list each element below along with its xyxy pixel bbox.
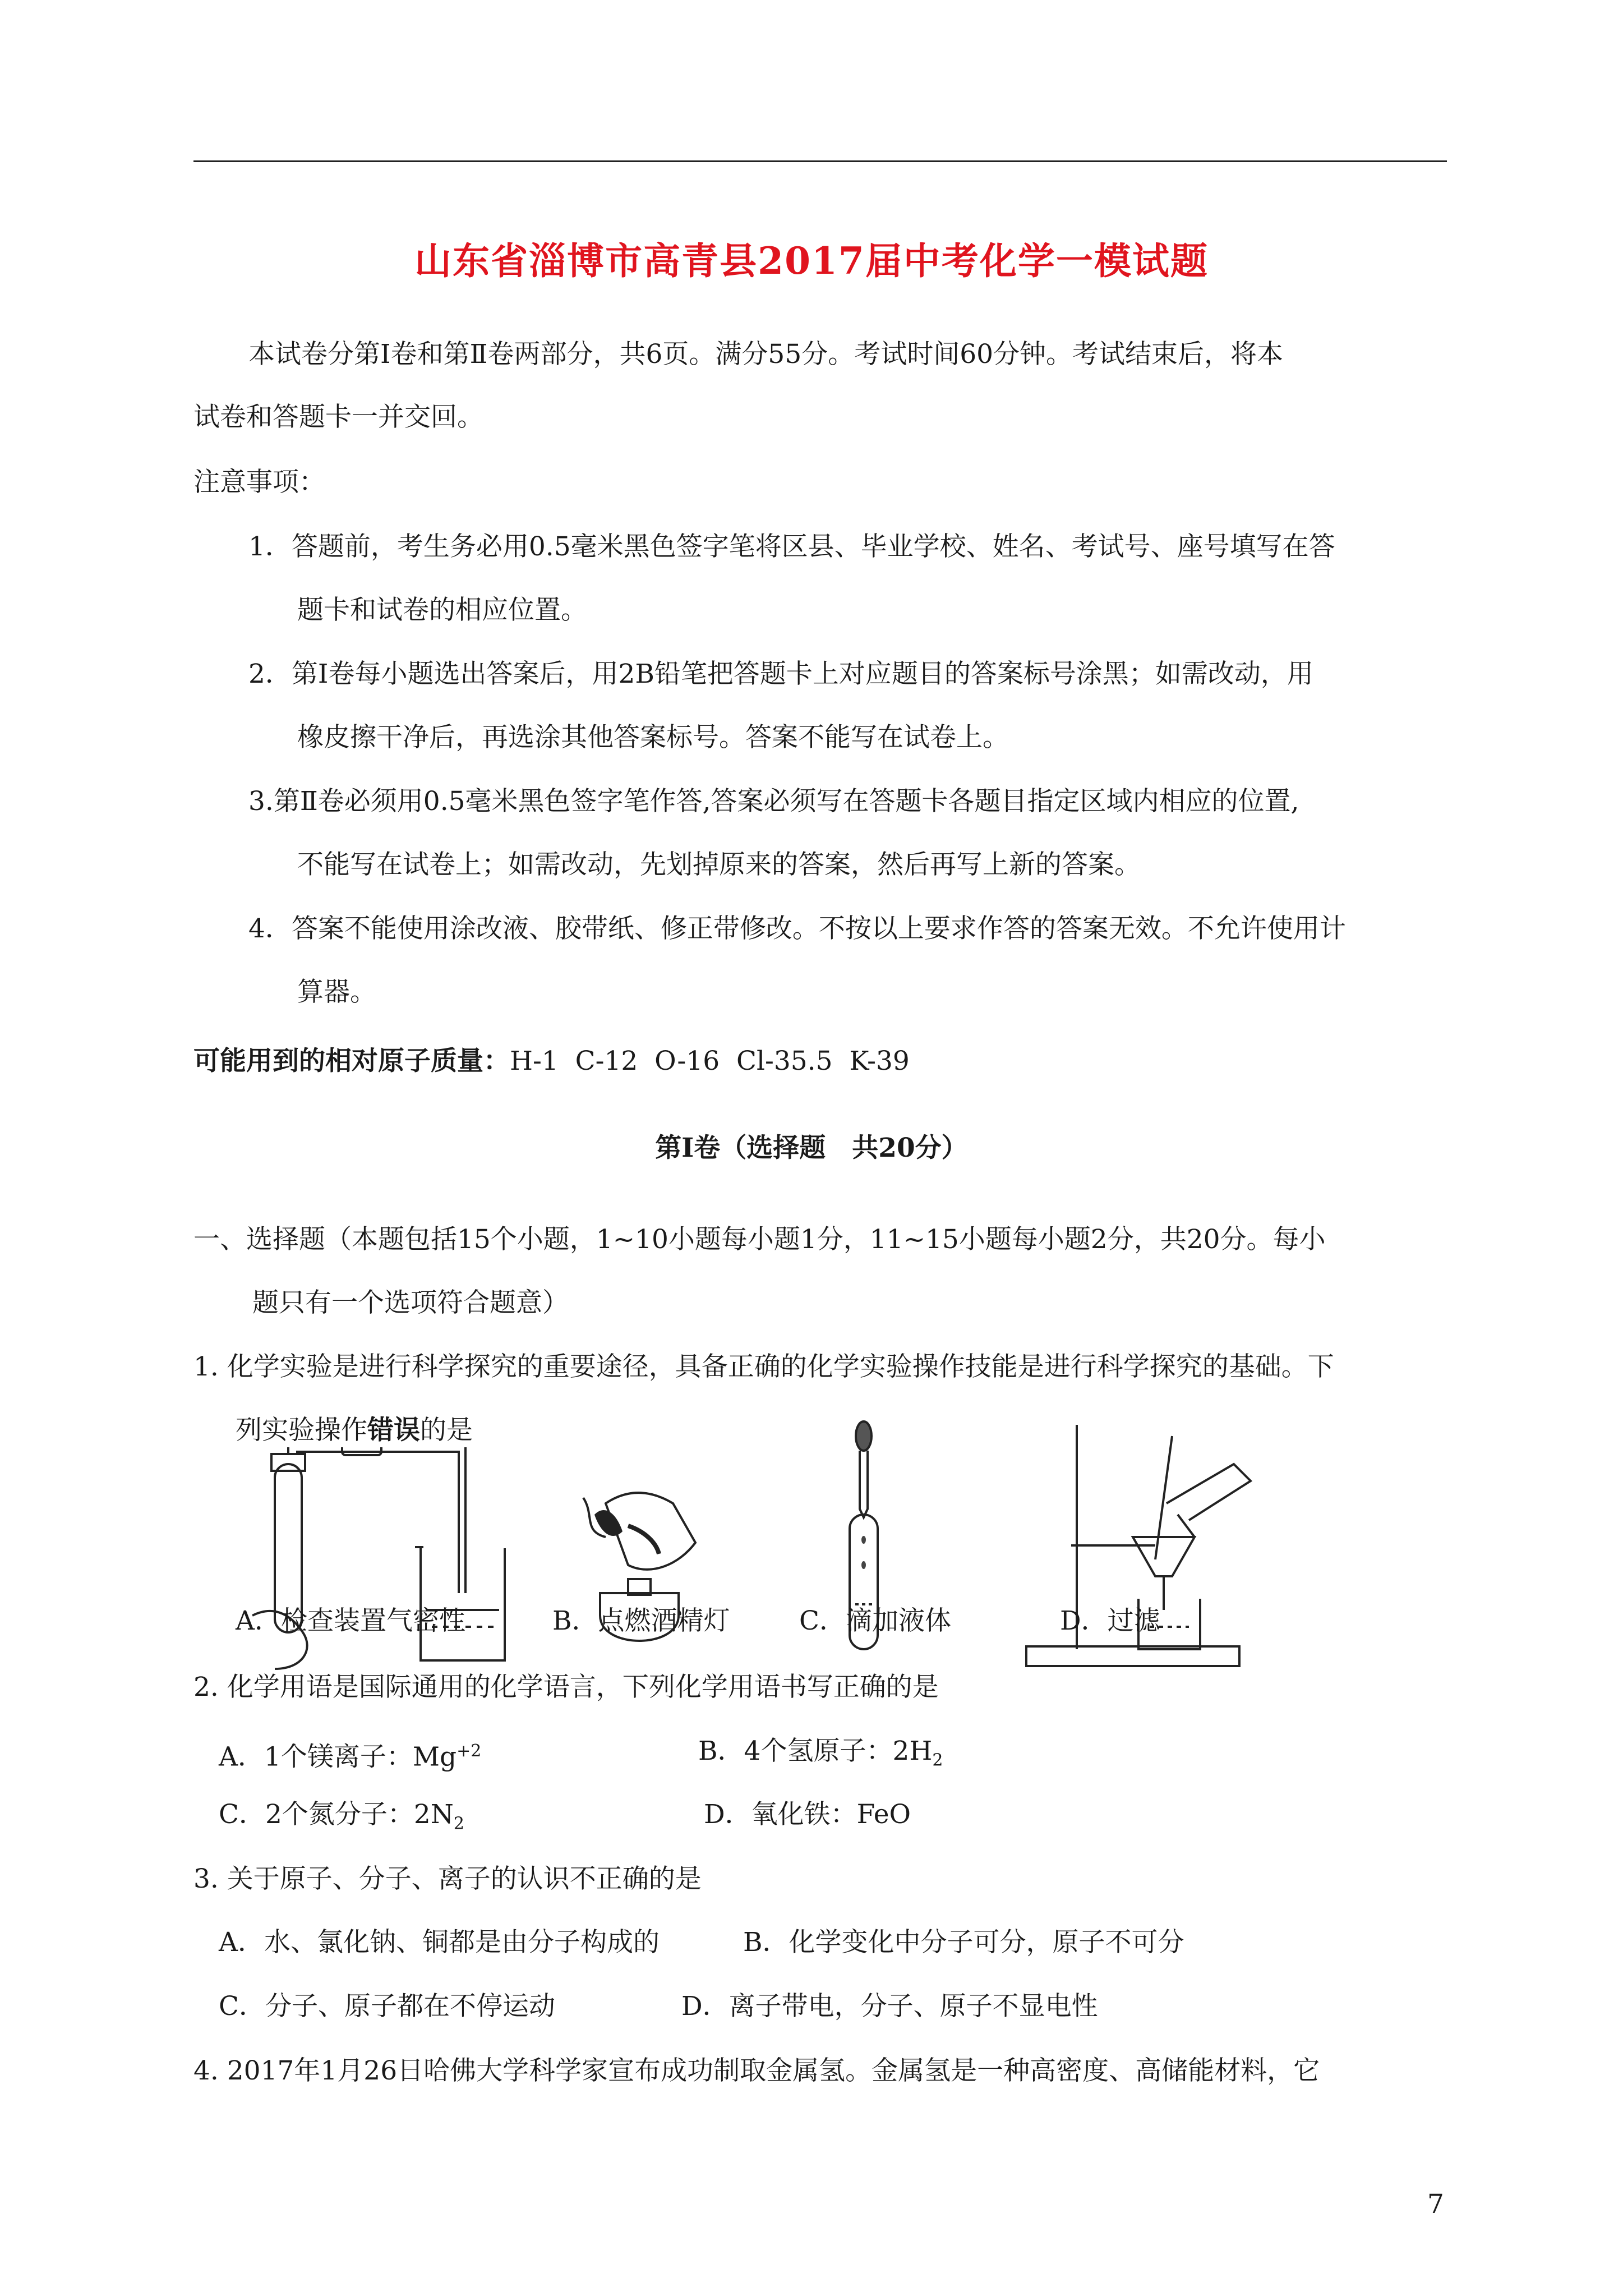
notice-item-2-line-1: 2．第Ⅰ卷每小题选出答案后，用2B铅笔把答题卡上对应题目的答案标号涂黑；如需改动，用 — [248, 659, 1313, 689]
notice-item-4-line-2: 算器。 — [297, 977, 376, 1007]
notice-item-2-line-2: 橡皮擦干净后，再选涂其他答案标号。答案不能写在试卷上。 — [297, 722, 1009, 753]
figure-alcohol-lamp — [561, 1481, 729, 1672]
question-2-option-d: D．氧化铁：FeO — [704, 1799, 911, 1830]
question-3-option-a: A．水、氯化钠、铜都是由分子构成的 — [219, 1927, 660, 1958]
section-1-desc-line-1: 一、选择题（本题包括15个小题，1~10小题每小题1分，11~15小题每小题2分，共20分。每小 — [193, 1224, 1326, 1255]
atomic-mass-row — [193, 1045, 910, 1078]
header-rule — [193, 160, 1447, 162]
question-2-option-a-text: A．1个镁离子：Mg — [219, 1741, 457, 1773]
question-1-line-1: 1. 化学实验是进行科学探究的重要途径，具备正确的化学实验操作技能是进行科学探究的基础。下 — [193, 1351, 1334, 1382]
question-1-option-d: D．过滤 — [1060, 1605, 1160, 1636]
question-2-option-b-text: B．4个氢原子：2H — [698, 1736, 933, 1766]
section-1-desc-line-2: 题只有一个选项符合题意） — [252, 1287, 569, 1318]
question-2-option-b — [698, 1734, 943, 1777]
question-3-stem: 3. 关于原子、分子、离子的认识不正确的是 — [193, 1864, 702, 1894]
question-3-option-d: D．离子带电，分子、原子不显电性 — [681, 1991, 1098, 2022]
question-1-line-2 — [236, 1414, 473, 1447]
notice-item-3-line-1: 3.第Ⅱ卷必须用0.5毫米黑色签字笔作答,答案必须写在答题卡各题目指定区域内相应的位置, — [248, 786, 1299, 817]
question-4-stem: 4. 2017年1月26日哈佛大学科学家宣布成功制取金属氢。金属氢是一种高密度、高储能材料，它 — [193, 2055, 1320, 2086]
page-title: 山东省淄博市高青县2017届中考化学一模试题 — [414, 239, 1209, 283]
question-2-option-c-subscript: 2 — [453, 1814, 464, 1834]
question-1-option-a: A．检查装置气密性 — [236, 1605, 465, 1636]
question-1-option-b: B．点燃酒精灯 — [552, 1605, 730, 1636]
atomic-mass-values: H-1 C-12 O-16 Cl-35.5 K-39 — [510, 1046, 910, 1076]
intro-line-2: 试卷和答题卡一并交回。 — [193, 402, 483, 432]
question-1-text-end: 的是 — [420, 1415, 473, 1446]
question-1-text: 列实验操作 — [236, 1415, 367, 1446]
question-2-option-c-text: C．2个氮分子：2N — [219, 1799, 454, 1830]
question-2-stem: 2. 化学用语是国际通用的化学语言，下列化学用语书写正确的是 — [193, 1672, 939, 1703]
question-1-option-c: C．滴加液体 — [799, 1605, 951, 1636]
atomic-mass-label: 可能用到的相对原子质量： — [193, 1046, 510, 1076]
question-3-option-b: B．化学变化中分子可分，原子不可分 — [743, 1927, 1184, 1958]
intro-line-1: 本试卷分第Ⅰ卷和第Ⅱ卷两部分，共6页。满分55分。考试时间60分钟。考试结束后，将本 — [248, 339, 1284, 370]
question-2-option-b-subscript: 2 — [932, 1750, 943, 1770]
notice-item-1-line-2: 题卡和试卷的相应位置。 — [297, 595, 587, 625]
question-2-option-a — [219, 1734, 481, 1774]
notice-item-1-line-1: 1．答题前，考生务必用0.5毫米黑色签字笔将区县、毕业学校、姓名、考试号、座号填写在答 — [248, 531, 1335, 562]
notice-item-4-line-1: 4．答案不能使用涂改液、胶带纸、修正带修改。不按以上要求作答的答案无效。不允许使用计 — [248, 913, 1346, 944]
section-1-heading: 第Ⅰ卷（选择题 共20分） — [655, 1133, 968, 1163]
question-2-option-c — [219, 1798, 464, 1841]
page-number: 7 — [1427, 2189, 1444, 2220]
figure-airtightness-check — [241, 1447, 510, 1672]
notice-heading: 注意事项： — [193, 467, 325, 498]
question-2-option-a-charge: +2 — [457, 1741, 482, 1761]
question-3-option-c: C．分子、原子都在不停运动 — [219, 1991, 555, 2022]
question-1-emphasis: 错误 — [367, 1415, 420, 1446]
notice-item-3-line-2: 不能写在试卷上；如需改动，先划掉原来的答案，然后再写上新的答案。 — [297, 849, 1141, 880]
